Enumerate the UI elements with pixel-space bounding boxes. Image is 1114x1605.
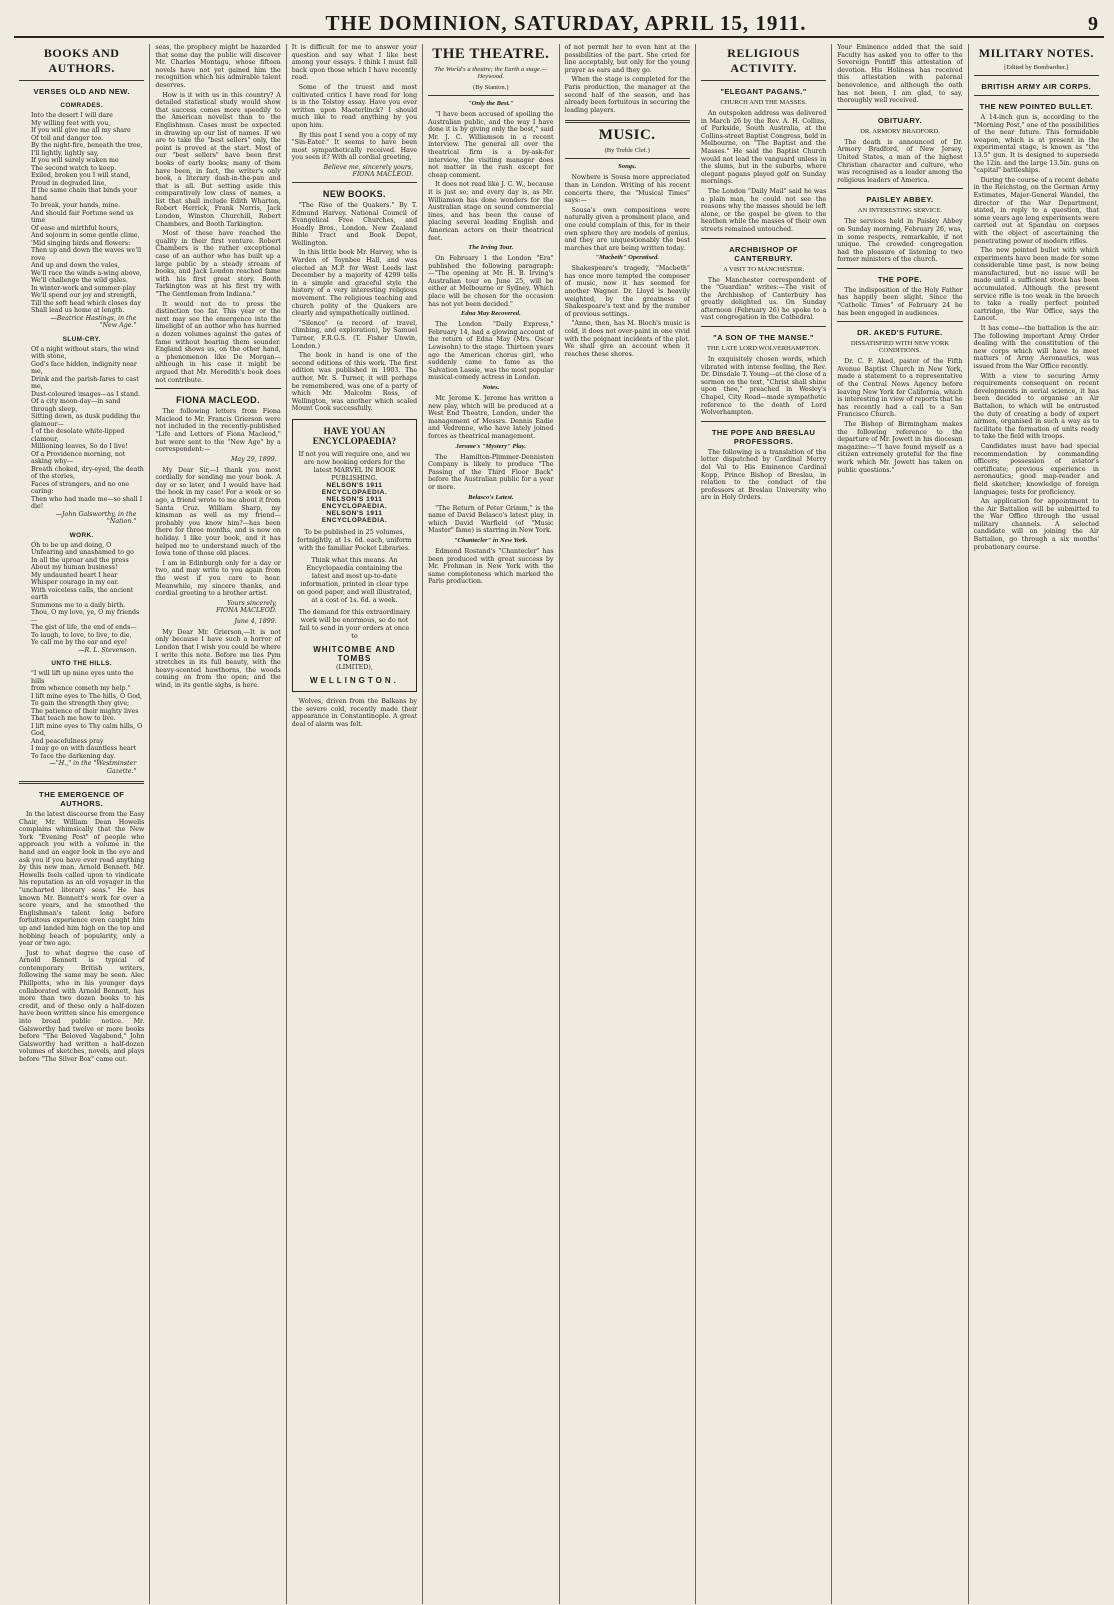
poem-comrades-text: Into the desert I will dare My willing feet with you, If you will give me all my share Of toil and danger too. By the night-fire, beneath the tree, I'll lightly, lightly say, If you will surely waken me The second watch to keep. Exiled, broken you I will stand, Proud in degraded line, If the same chain that binds your hand To break, your hands, mine. And should fair Fortune send us time Of ease and mirthful hours, And sojourn in some gentle clime, 'Mid singing birds and flowers: Then up and down the waves we'll rove And up and down the vales, We'll race the winds a-wing above, We'll challenge the wild gales. In winter-work and summer-play We'll spend our joy and strength, Till the soft head which closes day Shall lead us home at length. — [31, 112, 143, 314]
subheading: OBITUARY. — [877, 115, 923, 125]
paragraph: The following is a translation of the letter dispatched by Cardinal Merry del Val to His Eminence Cardinal Kopp, Prince Bishop of Breslau, in relation to the conduct of the professors at Breslau University who are in Holy Orders. — [700, 448, 827, 502]
paragraph: Candidates must have had special recommendation by commanding officers; possession of aviator's certificate; previous experience in aeronautics; good map-reader and field sketcher; knowledge of foreign languages; tests for proficiency. — [973, 442, 1099, 496]
column-1 — [14, 44, 150, 1604]
subheading-sub: AN INTERESTING SERVICE. — [857, 207, 943, 215]
subheading-sub: DR. ARMORY BRADFORD. — [860, 127, 940, 135]
paragraph: seas, the prophecy might be hazarded that some day the public will discover Mr. Charles Montagu, whose fifteen novels have not yet gained him the recognition which his admirable talent deserves. — [155, 44, 281, 89]
poem-title-slum-cry: SLUM-CRY. — [62, 335, 101, 343]
paragraph: of not permit her to even hint at the possibilities of the part. She cried for line acceptably, but only for the young prayer as ears and they go. — [564, 44, 690, 74]
subheading-sub: A VISIT TO MANCHESTER. — [723, 265, 804, 273]
letter-signature: Yours sincerely, FIONA MACLEOD. — [216, 599, 277, 614]
column-2 — [150, 44, 286, 1604]
letter-date: May 29, 1899. — [230, 455, 277, 463]
ad-firm-suffix: (LIMITED), — [335, 662, 373, 671]
subheading: Notes. — [482, 384, 500, 391]
paragraph: The Hamilton-Plimmer-Denniston Company is likely to produce "The Passing of the Third Floor Back" before the Australian public for a year or more. — [428, 453, 554, 491]
paragraph: Most of these have reached the quality in their first venture. Robert Chambers is the rather exceptional case of an author who has built up a large public by a steady stream of books, and Jack London reached fame with his first great story. Booth Tarkington was at his first try with "The Gentleman from Indiana." — [155, 230, 281, 298]
ad-text: If not you will require one, and we are now booking orders for the latest MARVEL IN BOOK PUBLISHING. — [298, 449, 411, 482]
masthead — [14, 6, 1104, 38]
subheading: "Chantecler" in New York. — [453, 536, 528, 544]
poem-hills — [31, 670, 144, 775]
paragraph: An outspoken address was delivered in March 26 by the Rev. A. H. Collins, of Parkside, South Australia, at the Collins-street Baptist Congress, held in Melbourne, on "The Baptist and the Masses." He said the Baptist Church would not lead the vanguard unless in the slums, but in the suburbs, where elegant pagans played golf on Sunday mornings. — [700, 110, 827, 186]
paragraph: Some of the truest and most cultivated critics I have read for long is in the Tolstoy essay. Have you ever written upon Maeterlinck? I should much like to read anything by you upon him. — [291, 83, 418, 129]
poem-comrades — [31, 112, 144, 330]
paragraph: Nowhere is Sousa more appreciated than in London. Writing of his recent concerts there, the "Musical Times" says:— — [564, 174, 690, 205]
ad-text: To be published in 25 volumes, fortnightly, at 1s. 6d. each, uniform with the familiar Pocket Libraries. — [297, 527, 412, 552]
encyclopaedia-advertisement — [292, 419, 417, 692]
paragraph: "Silence" (a record of travel, climbing, and exploration), by Samuel Turner, F.R.G.S. (T. Fisher Unwin, London.) — [291, 319, 418, 350]
paragraph: It has come—the battalion is the air. The following important Army Order dealing with the constitution of the new corps which will have to meet matters of Army Aeronautics, was issued from the War Office recently. — [973, 325, 1099, 370]
paragraph: The services held in Paisley Abbey on Sunday morning, February 26, was, in some respects, remarkable, if not unique. The crowded congregation had the pleasure of listening to two former ministers of the church. — [837, 218, 963, 264]
music-byline: (By Treble Clef.) — [604, 147, 650, 155]
poem-slum-cry — [31, 346, 144, 526]
subheading-sub: THE LATE LORD WOLVERHAMPTON. — [706, 345, 821, 353]
paragraph: When the stage is completed for the Paris production, the manager at the second half of the season, and has already been fortuitous in securing the leading players. — [564, 76, 690, 114]
paragraph: My Dear Mr. Grierson,—It is not only because I have such a horror of London that I wish you could be where I write this note. Before me lies Pym stretches in its full beauty, with the heavy-scented hawthorns, the woods coming on from the open; and the wind, in its gentle sighs, is here. — [155, 628, 281, 689]
paragraph: Mr. Jerome K. Jerome has written a new play, which will be produced at a West End Theatre, London, under the management of Messrs. Dennis Eadie and Vedrenne, who have lately joined forces as theatrical management. — [428, 395, 554, 440]
paragraph: "I have been accused of spoiling the Australian public, and the way I have done it is by giving only the best," said Mr. J. C. Williamson in a recent interview. The general all over the theatrical firm is a by-ask-for interview, the visiting manager does not matter in the rush except for cheap comment. — [428, 111, 554, 179]
paragraph: The indisposition of the Holy Father has happily been slight. Since the "Catholic Times" of February 24 he has been engaged in audiences. — [837, 286, 963, 317]
poem-title-comrades: COMRADES. — [60, 102, 104, 109]
ad-text: The demand for this extraordinary work will be enormous, so do not fail to send in your orders at once to — [298, 607, 411, 640]
subheading: "A SON OF THE MANSE." — [713, 333, 815, 343]
paragraph: I am in Edinburgh only for a day or two, and may write to you again from the west if you care to hear. Meanwhile, my sincere thanks, and cordial greeting to a brother artist. — [155, 559, 281, 598]
paragraph: The book in hand is one of the second editions of this work. The first edition was published in 1903. The author, Mr. S. Turner, it will perhaps be remembered, was one of a party of which Mr. Malcolm Ross, of Wellington, was another which scaled Mount Cook successfully. — [291, 352, 418, 413]
poem-hills-text: "I will lift up mine eyes unto the hills from whence cometh my help." I lift mine eyes to The hills, O God, To gain the strength they give; The patience of their mighty lives That teach me how to live. I lift mine eyes to Thy calm hills, O God, And peacefulness pray I may go on with dauntless heart To face the darkening day. — [31, 670, 143, 760]
column-3 — [287, 44, 423, 1604]
ad-line: NELSON'S 1911 ENCYCLOPAEDIA. — [321, 481, 388, 496]
paragraph: "Anne, then, has M. Bloch's music is cold, it does not over-paint in one vivid with the poignant incidents of the plot. We shall give an account when it reaches these shores. — [564, 320, 690, 358]
theatre-byline: (By Stanton.) — [473, 84, 509, 91]
poem-slum-cry-text: Of a night without stars, the wind with stone, God's face hidden, indignity near me, Drink and the parish-fares to cast me, Dust-coloured images—as I stand. Of a city moon-day—in sand through sleep, Sitting down, as dusk pudding the glamour— I of the desolate white-lipped clamour, Millioning leaves, So do I live! Of a Providence morning, not asking why— Breath choked, dry-eyed, the death of the stories, Faces of strangers, and no one caring: Then who had made me—so shall I die! — [31, 345, 144, 510]
subheading: "ELEGANT PAGANS." — [720, 87, 807, 96]
section-military-notes: MILITARY NOTES. — [978, 46, 1094, 60]
paragraph: My Dear Sir,—I thank you most cordially for sending me your book. A day or so later, and I would have had the book in my case! For a week or so ago, a friend wrote to me about it from Santa Cruz. William Sharp, my kinsman as well as my friend—probably you know him?—has been there for three months, and is now on holiday. I like your book, and it has helped me to understand much of the Iowa tone of those old places. — [155, 466, 281, 558]
paragraph: The new pointed bullet with which experiments have been made for some considerable time past, is now being manufactured, but no issue will be made until a sufficient stock has been accumulated. Although the present service rifle is too weak in the breech to take a really perfect pointed cartridge, the War Office, says the Lancet. — [973, 247, 1099, 323]
subheading: Songs. — [618, 163, 637, 171]
masthead-title: THE DOMINION, SATURDAY, APRIL 15, 1911. — [325, 11, 807, 35]
ad-firm: WHITCOMBE AND TOMBS — [313, 644, 396, 663]
poem-title-hills: UNTO THE HILLS. — [51, 660, 112, 667]
column-4 — [423, 44, 559, 1604]
paragraph: How is it with us in this country? A detailed statistical study would show that success comes more speedily to the American novelist than to the Englishman. Cases must be expected in drawing up our list of names. If we are to take the "best sellers" only, the point is proved at the start. Most of our "best sellers" have been first books of early books; many of them have been, in fact, the writer's only book, a literary dash-in-the-pan and that is all. But setting aside this comparatively low class of names, a list that shall include Edith Wharton, Robert Herrick, Frank Norris, Jack London, Winston Churchill, Robert Chambers, and Booth Tarkington. — [155, 91, 281, 228]
paragraph: Wolves, driven from the Balkans by the severe cold, recently made their appearance in Constantinople. A great deal of alarm was felt. — [291, 697, 418, 728]
paragraph: An application for appointment to the Air Battalion will be submitted to the War Office through the usual military channels. A selected candidate will on joining the Air Battalion, go through a six months' probationary course. — [973, 498, 1099, 551]
paragraph: In exquisitely chosen words, which vibrated with intense feeling, the Rev. Dr. Dinsdale T. Young—at the close of a sermon on the text, "Christ shall shine upon thee," preached in Wesley's Chapel, City Road—made sympathetic reference to the death of Lord Wolverhampton. — [700, 356, 827, 417]
paragraph: The Manchester correspondent of the "Guardian" writes:—The visit of the Archbishop of Canterbury has greatly delighted us. On Sunday afternoon (February 26) he spoke to a vast congregation in the Cathedral. — [700, 276, 827, 322]
paragraph: The death is announced of Dr. Armory Bradford, of New Jersey, United States, a man of the highest Christian character and culture, who was recognised as a leader among the religious leaders of America. — [837, 138, 963, 184]
poem-work — [31, 542, 144, 655]
paragraph: It is difficult for me to answer your question and say what I like best among your essays. I think I must fall back upon those which I have recently read. — [291, 44, 418, 82]
paragraph: It would not do to press the distinction too far. This year or the next may see the emergence into the limelight of an author who has hurried a dozen volumes against the gates of fame without hearing them sounder. England shows us, on the other hand, a phenomenon like De Morgan—although in his case it might be argued that Mr. Meredith's book does not contribute. — [155, 300, 281, 384]
poem-comrades-signature: —Beatrice Hastings, in the "New Age." — [50, 314, 137, 329]
subheading-sub: CHURCH AND THE MASSES. — [720, 99, 807, 106]
page-number: 9 — [1088, 13, 1098, 35]
subheading: Jerome's "Mystery" Play. — [455, 442, 526, 450]
subheading: THE POPE. — [877, 274, 922, 284]
poem-hills-signature: —"H.," in the "Westminster Gazette." — [49, 760, 137, 775]
section-religious-activity: RELIGIOUS ACTIVITY. — [727, 46, 800, 75]
emergence-heading: THE EMERGENCE OF AUTHORS. — [39, 790, 125, 808]
paragraph: Shakespeare's tragedy, "Macbeth" has once more tempted the composer of music, now it has seemed for another Wagner. Dr. Lloyd is heavily weighted, by the greatness of Shakespeare's text and by the number of previous settings. — [564, 265, 690, 318]
columns — [14, 44, 1104, 1604]
subheading: BRITISH ARMY AIR CORPS. — [981, 82, 1092, 91]
ad-text: Think what this means. An Encyclopaedia containing the latest and most up-to-date information, printed in clear type on good paper, and well illustrated, at a cost of 1s. 6d. a week. — [296, 555, 412, 604]
subheading: PAISLEY ABBEY. — [866, 195, 934, 205]
poem-slum-cry-signature: —John Galsworthy, in the "Nation." — [55, 510, 137, 525]
subheading: DR. AKED'S FUTURE. — [857, 328, 943, 338]
poem-work-text: Oh to be up and doing, O Unfearing and unashamed to go In all the uproar and the press About my human business! My undaunted heart I hear Whisper courage in my ear. With voiceless calls, the ancient earth Summons me to a daily birth. Thou, O my love, ye, O my friends— The gist of life, the end of ends— To laugh, to love, to live, to die, Ye call me by the ear and eye! — [31, 541, 140, 646]
new-books-heading: NEW BOOKS. — [322, 188, 386, 199]
subheading: Belasco's Latest. — [468, 493, 514, 501]
section-music: MUSIC. — [598, 127, 656, 144]
paragraph: Dr. C. F. Aked, pastor of the Fifth Avenue Baptist Church in New York, made a statement to a representative of the Central News Agency before leaving New York for California, which is interesting in view of reports that he has recently had a call to a San Francisco Church. — [837, 358, 963, 419]
subheading: The Irving Tour. — [468, 244, 514, 252]
paragraph: Your Eminence added that the said Faculty has asked you to offer to the Sovereign Pontiff this attestation of devotion. His Holiness has received this attestation with paternal benevolence, and although the oath has not been, I am glad, to say, thoroughly well received. — [837, 44, 963, 105]
paragraph: With a view to securing Army requirements consequent on recent developments in aerial science, it has been decided to organise an Air Battalion, to which will be entrusted the duty of creating a body of expert airmen, organised in such a way as to facilitate the formation of units ready to take the field with troops. — [973, 372, 1099, 441]
ad-heading: HAVE YOU AN ENCYCLOPAEDIA? — [312, 425, 397, 446]
column-7 — [832, 44, 968, 1604]
paragraph: The Bishop of Birmingham makes the following reference to the departure of Mr. Jowett in his diocesan magazine:—"I have found myself as a citizen extremely grateful for the fine work which Mr. Jowett has taken on public questions." — [837, 421, 963, 474]
column-6 — [696, 44, 832, 1604]
subheading: "Macbeth" Operatised. — [595, 254, 660, 262]
paragraph: The London "Daily Mail" said he was a plain man, he could not see the reasons why the masses should be left alone, or the gospel be given to the heathen while the masses of their own streets remained untouched. — [700, 187, 827, 233]
letter-signature: Believe me, sincerely yours, FIONA MACLEOD. — [323, 163, 414, 178]
paragraph: "The Return of Peter Grimm," is the name of David Belasco's latest play, in which David Warfield (of "Music Master" fame) is starring in New York. — [428, 504, 554, 535]
paragraph: The London "Daily Express," February 14, had a glowing account of the return of Edna May (Mrs. Oscar Lewisohn) to the stage. Thirteen years ago the American chorus girl, who suddenly came to fame as the Salvation Lassie, was the most popular musical-comedy actress in London. — [428, 321, 554, 382]
paragraph: On February 1 the London "Era" published the following paragraph:—"The opening at Mr. H. B. Irving's Australian tour on June 25, will be either at Melbourne or Sydney. Which place will be chosen for the occasion has not yet been decided." — [428, 255, 554, 308]
subheading: "Only the Best." — [468, 100, 514, 107]
paragraph: In the latest discourse from the Easy Chair, Mr. William Dean Howells complains whimsically that the New York "Evening Post" of people who approach you with a volume in the hand and an eager look in the eye and ask you if you have ever read anything by this new man, Arnold Bennett. Mr. Howells feels called upon to vindicate his reputation as an old voyager in the "uncharted literary seas." He has known Mr. Bennett's work for over a score years, and he smoothed the Englishman's talent long before fortuitous experience even caught him up and landed him high on the top and hobbing beach of popularity, only a year or two ago. — [19, 811, 145, 948]
subheading: ARCHBISHOP OF CANTERBURY. — [729, 244, 798, 263]
column-8 — [969, 44, 1104, 1604]
section-theatre: THE THEATRE. — [432, 46, 550, 62]
subheading: THE NEW POINTED BULLET. — [979, 102, 1094, 111]
ad-town: WELLINGTON. — [310, 675, 399, 685]
paragraph: A 14-inch gun is, according to the "Morning Post," one of the possibilities of the near future. This formidable weapon, which is at present in the experimental stage, is known as "the 13.5" gun. It is designed to supersede the 12in. and the large 13.5in. guns on "capital" battleships. — [973, 114, 1099, 175]
section-books-authors: BOOKS AND AUTHORS. — [43, 46, 120, 75]
military-byline: [Edited by Bombardier.] — [1004, 64, 1069, 71]
poem-title-work: WORK. — [69, 531, 94, 539]
paragraph: By this post I send you a copy of my "Sin-Eater." It seems to have been most sympathetically received. Have you seen it? With all cordial greeting, — [291, 131, 418, 162]
letter-date: June 4, 1899. — [234, 617, 277, 625]
subheading-sub: DISSATISFIED WITH NEW YORK CONDITIONS. — [850, 340, 950, 355]
paragraph: During the course of a recent debate in the Reichstag, on the German Army Estimates, Major-General Wandel, the director of the War Department, stated, in reply to a question, that some years ago long experiments were carried out at Spandau on corpses with the object of ascertaining the penetrating power of modern rifles. — [973, 176, 1099, 245]
paragraph: It does not read like J. C. W., because it is just so; and every day is, as Mr. Williamson has done wonders for the Australian stage on sound commercial lines, and has been the cause of placing several leading English and American actors on their theatrical feet. — [428, 181, 554, 242]
column-5 — [560, 44, 696, 1604]
poem-work-signature: —R. L. Stevenson. — [78, 646, 137, 654]
theatre-quote: The World's a theatre; the Earth a stage.—Heywood. — [434, 66, 548, 80]
paragraph: In this little book Mr. Harvey, who is Warden of Toynbee Hall, and was elected an M.P. for West Leeds last December by a majority of 4299 tells in a simple and graceful style the history of a very interesting religious movement. The religious teaching and church polity of the Quakers are clearly and sympathetically outlined. — [291, 249, 418, 318]
paragraph: "The Rise of the Quakers." By T. Edmund Harvey. National Council of Evangelical Free Churches, and Headly Bros., London. New Zealand Bible Tract and Book Depot, Wellington. — [291, 201, 418, 247]
ad-line: NELSON'S 1911 ENCYCLOPAEDIA. — [321, 495, 388, 510]
paragraph: The following letters from Fiona Macleod to Mr. Francis Grierson were not included in the recently-published "Life and Letters of Fiona Macleod," but were sent to the "New Age" by a correspondent:— — [155, 408, 281, 454]
paragraph: Just to what degree the case of Arnold Bennett is typical of contemporary British writers, following the same may be seen. Alec Phillpotts, who in his younger days collaborated with Arnold Bennett, has more than two dozen books to his credit, and of these only a half-dozen have been written since his emergence into broad public notice. Mr. Galsworthy had twelve or more books before "The Beloved Vagabond," John Galsworthy had written a half-dozen volumes of sketches, novels, and plays before "The Silver Box" came out. — [19, 949, 145, 1063]
ad-line: NELSON'S 1911 ENCYCLOPAEDIA. — [321, 509, 388, 524]
subheading: Edna May Recovered. — [460, 310, 521, 318]
subheading: THE POPE AND BRESLAU PROFESSORS. — [711, 427, 816, 446]
fiona-macleod-heading: FIONA MACLEOD. — [176, 395, 260, 406]
paragraph: Edmond Rostand's "Chantecler" has been produced with great success by Mr. Frohman in New York with the same completeness which marked the Paris production. — [428, 547, 554, 586]
verses-heading: VERSES OLD AND NEW. — [33, 87, 130, 96]
paragraph: Sousa's own compositions were naturally given a prominent place, and one could complain of this, for in their own sphere they are models of genius, and they are unquestionably the best marches that are being written today. — [564, 206, 690, 252]
